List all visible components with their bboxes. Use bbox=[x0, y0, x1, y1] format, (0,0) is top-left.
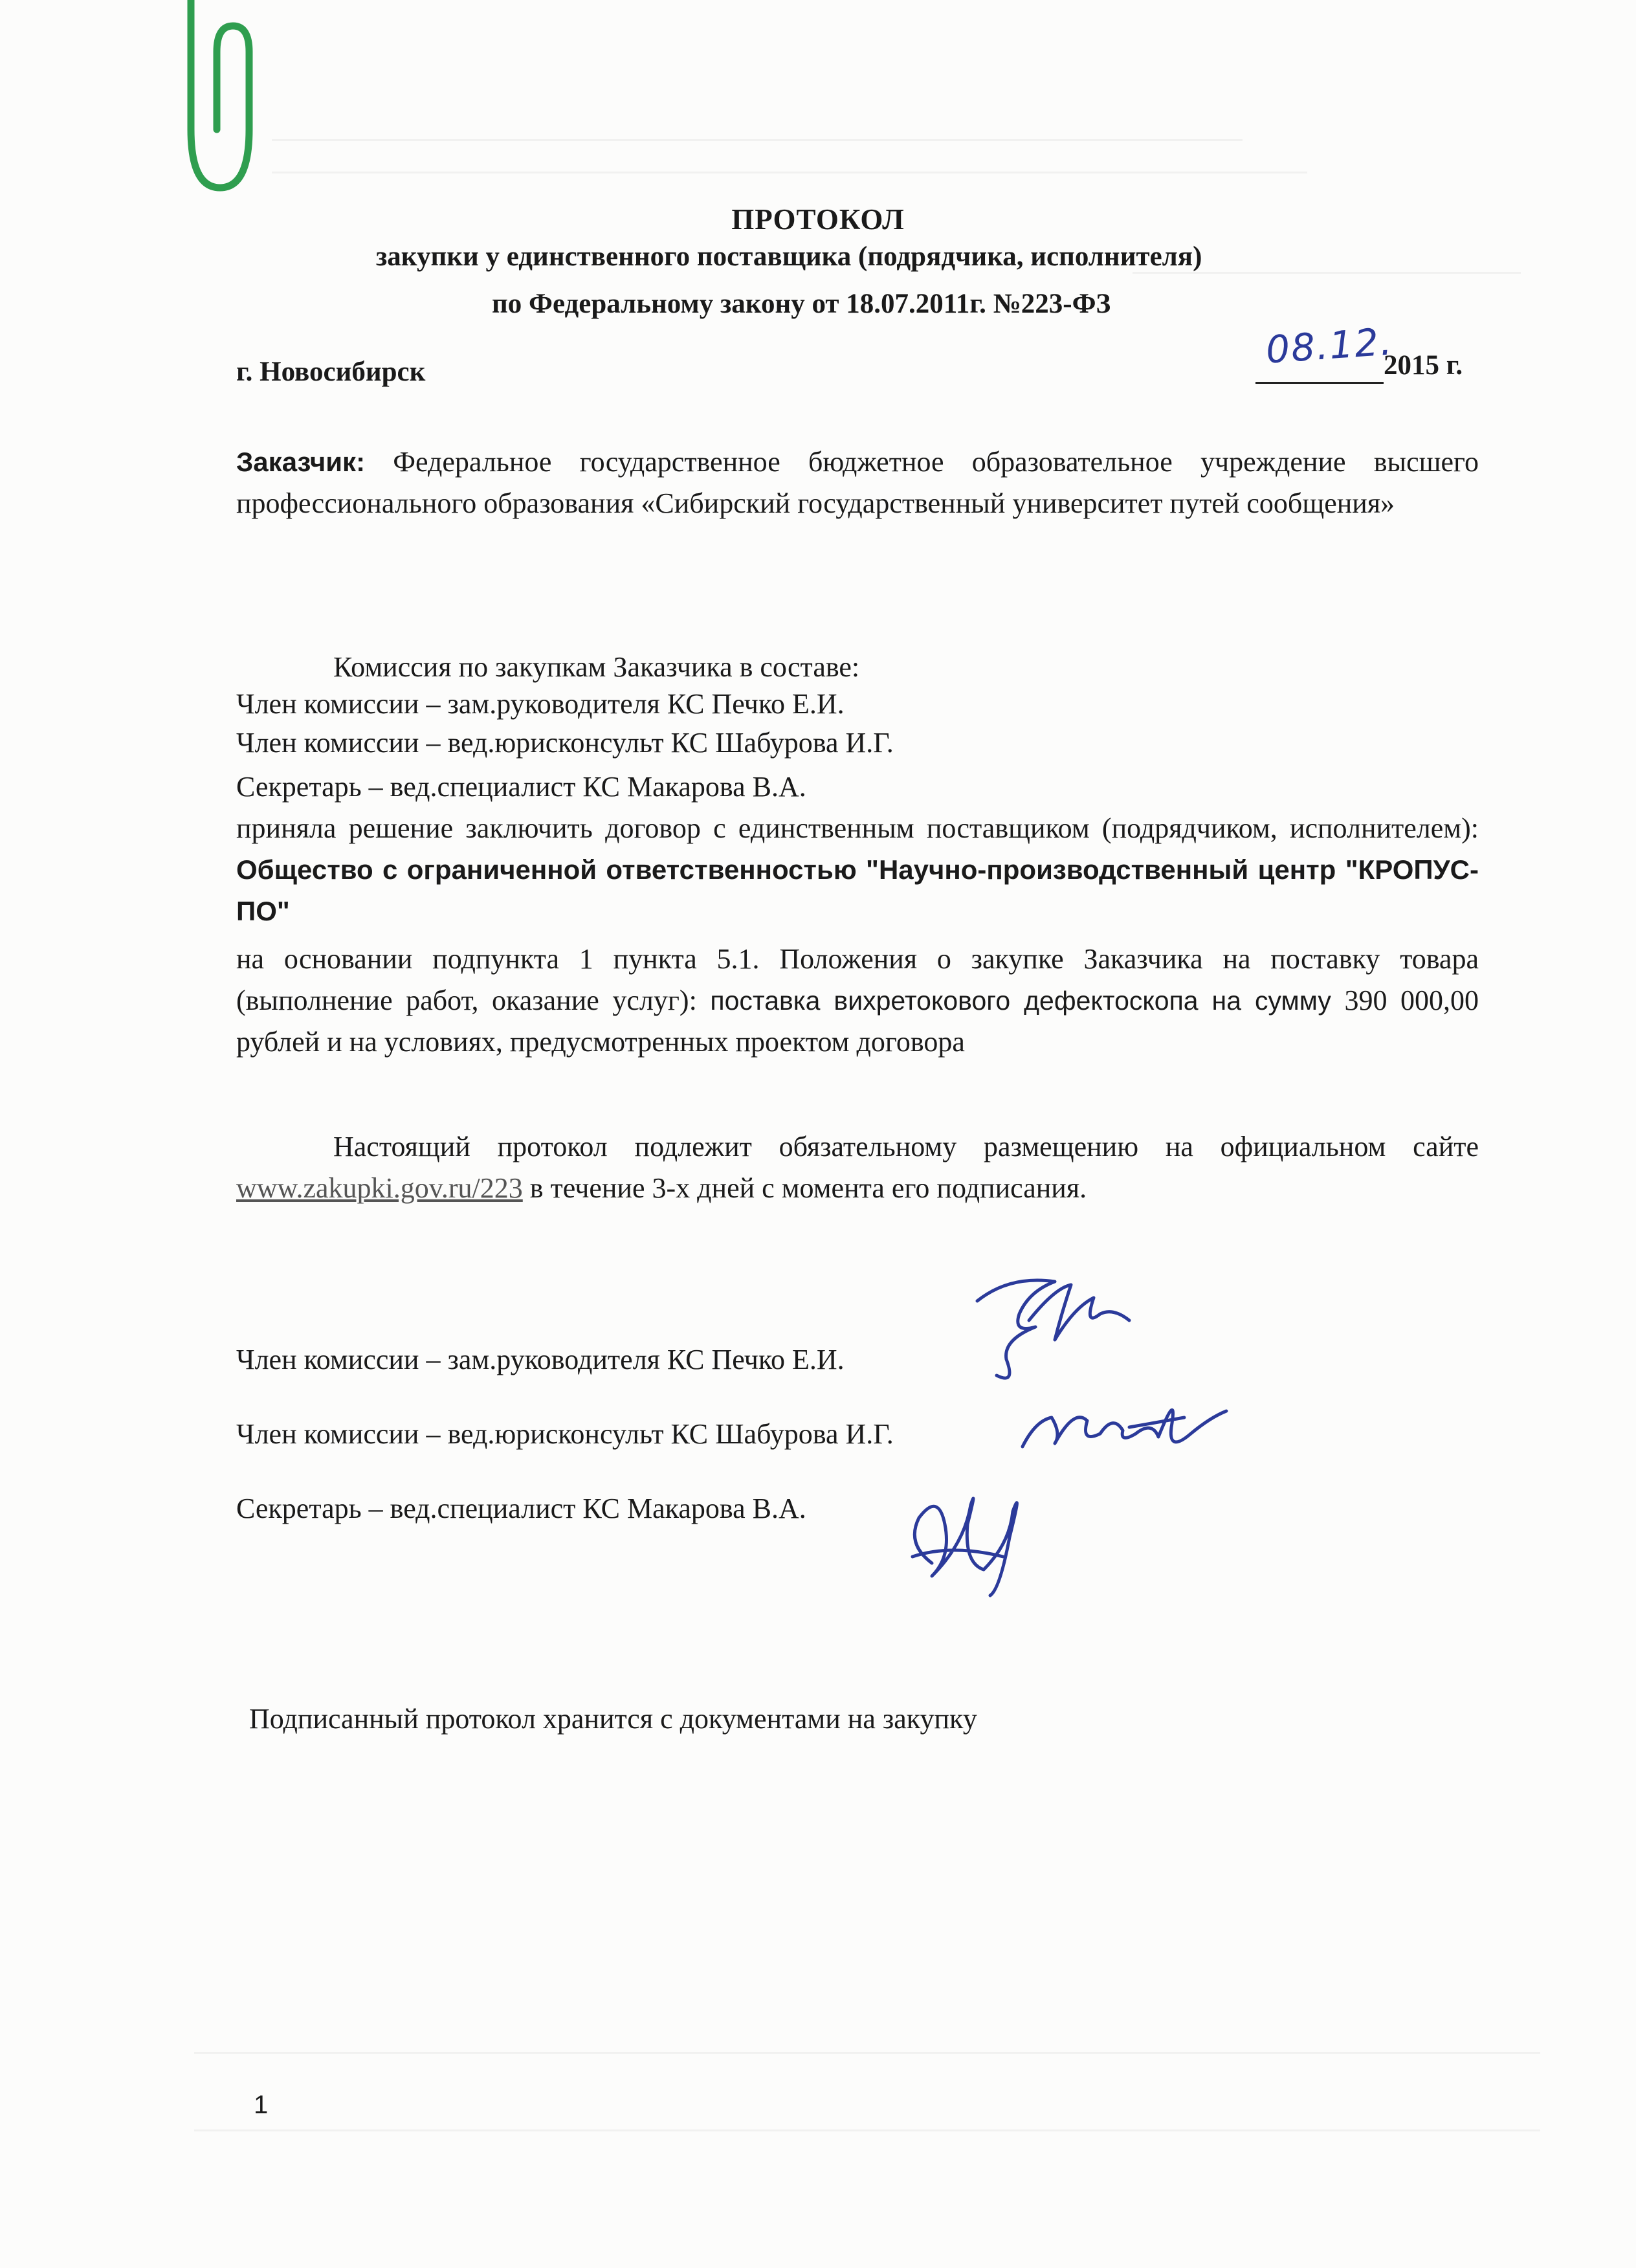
commission-secretary: Секретарь – вед.специалист КС Макарова В.А. bbox=[236, 771, 806, 803]
zakupki-link[interactable]: www.zakupki.gov.ru/223 bbox=[236, 1172, 523, 1204]
publish-text: Настоящий протокол подлежит обязательному размещению на официальном сайте bbox=[333, 1131, 1479, 1162]
document-subtitle-law: по Федеральному закону от 18.07.2011г. №223-ФЗ bbox=[492, 289, 1111, 319]
signature-pechko bbox=[958, 1262, 1139, 1392]
basis-amount: 390 000,00 рублей и на условиях, предусмотренных проектом договора bbox=[236, 984, 1479, 1058]
bleed-through-line bbox=[194, 2129, 1540, 2131]
signature-makarova bbox=[893, 1466, 1035, 1602]
bleed-through-line bbox=[272, 172, 1307, 173]
page-number: 1 bbox=[254, 2091, 269, 2119]
customer-label: Заказчик: bbox=[236, 447, 366, 477]
signature-shaburova bbox=[1016, 1382, 1230, 1473]
commission-member: Член комиссии – зам.руководителя КС Печко Е.И. bbox=[236, 688, 845, 720]
footer-note: Подписанный протокол хранится с документами на закупку bbox=[249, 1703, 977, 1735]
bleed-through-line bbox=[194, 2052, 1540, 2054]
decision-text: приняла решение заключить договор с единственным поставщиком (подрядчиком, исполнителем): bbox=[236, 812, 1479, 844]
document-subtitle: закупки у единственного поставщика (подрядчика, исполнителя) bbox=[376, 241, 1202, 272]
signature-line: Член комиссии – вед.юрисконсульт КС Шабурова И.Г. bbox=[236, 1418, 894, 1450]
signature-line: Секретарь – вед.специалист КС Макарова В.А. bbox=[236, 1493, 806, 1524]
document-date bbox=[1255, 319, 1476, 388]
decision-paragraph bbox=[236, 808, 1479, 932]
document-title: ПРОТОКОЛ bbox=[731, 203, 905, 236]
paperclip-icon bbox=[165, 0, 262, 201]
commission-member: Член комиссии – вед.юрисконсульт КС Шабурова И.Г. bbox=[236, 727, 894, 759]
publish-paragraph bbox=[236, 1126, 1479, 1209]
handwritten-date: 08.12. bbox=[1264, 319, 1395, 372]
city-label: г. Новосибирск bbox=[236, 357, 426, 387]
basis-subject: поставка вихретокового дефектоскопа на сумму bbox=[710, 986, 1331, 1016]
bleed-through-line bbox=[272, 139, 1243, 141]
customer-text: Федеральное государственное бюджетное образовательное учреждение высшего профессионального образования «Сибирский государственный университет путей сообщения» bbox=[236, 446, 1479, 519]
basis-paragraph bbox=[236, 939, 1479, 1063]
publish-text-end: в течение 3-х дней с момента его подписания. bbox=[529, 1172, 1087, 1204]
date-underline bbox=[1255, 382, 1384, 384]
commission-intro: Комиссия по закупкам Заказчика в составе: bbox=[333, 651, 860, 683]
date-year: 2015 г. bbox=[1384, 350, 1463, 381]
customer-paragraph bbox=[236, 441, 1479, 524]
signature-line: Член комиссии – зам.руководителя КС Печко Е.И. bbox=[236, 1344, 845, 1375]
basis-text: на основании подпункта 1 пункта 5.1. Положения о закупке Заказчика на поставку товара (выполнение работ, оказание услуг): bbox=[236, 943, 1479, 1016]
supplier-name: Общество с ограниченной ответственностью "Научно-производственный центр "КРОПУС-ПО" bbox=[236, 854, 1479, 926]
